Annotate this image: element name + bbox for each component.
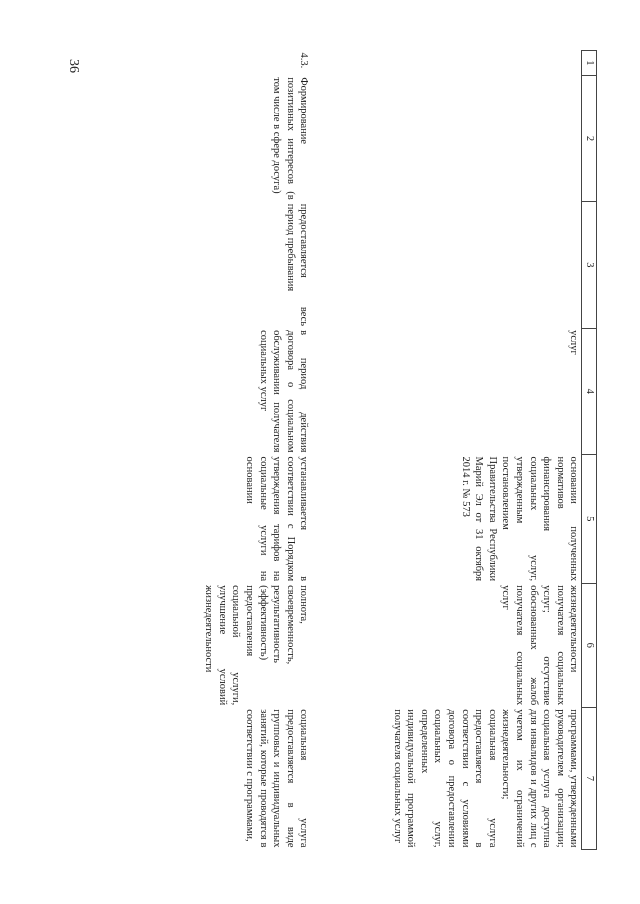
row1-cost-cell: основании полученных нормативов финансирования социальных услуг, утвержденным постановлением Правительства Республики Марий Эл от 31 октября 2014 г. № 573 xyxy=(459,456,580,582)
header-cell-5: 5 xyxy=(582,454,597,583)
row2-conditions-cell: социальная услуга предоставляется в виде групповых и индивидуальных занятий, которые проводятся в соответствии с программами, xyxy=(244,709,310,848)
page-number: 36 xyxy=(66,59,81,73)
row1-cell-1 xyxy=(311,51,582,76)
services-table xyxy=(75,50,597,850)
row2-term-cell: в период действия договора о социальном обслуживании получателя социальных услуг xyxy=(257,330,310,453)
row2-number-cell: 4.3. xyxy=(298,52,310,69)
row2-period-cell: предоставляется весь период пребывания xyxy=(284,203,310,327)
rotated-table-container xyxy=(79,50,597,850)
row2-quality-cell: полнота, своевременность, результативность (эффективность) предоставления социальной услуги, улучшение условий жизнедеятельности xyxy=(203,585,310,706)
table-row xyxy=(75,51,311,850)
row1-conditions-cell: программами, утвержденными руководителем организации; социальная услуга доступна для инвалидов и других лиц с учетом их ограничений жизнедеятельности; социальная услуга предоставляется в соответствии с условиями договора о предоставлении социальных услуг, определенных индивидуальной программой получателя социальных услуг xyxy=(391,709,580,848)
row2-cost-cell: устанавливается в соответствии с Порядком утверждения тарифов на социальные услуги на основании xyxy=(244,456,310,582)
row1-cell-2 xyxy=(311,75,582,201)
header-cell-7: 7 xyxy=(582,707,597,849)
row1-cell-3 xyxy=(311,202,582,328)
row1-quality-cell: жизнедеятельности получателя социальных услуг; отсутствие обоснованных жалоб получателя социальных услуг xyxy=(500,585,580,706)
header-cell-4: 4 xyxy=(582,328,597,454)
header-cell-6: 6 xyxy=(582,583,597,707)
header-cell-2: 2 xyxy=(582,75,597,201)
header-cell-3: 3 xyxy=(582,202,597,328)
header-row xyxy=(582,51,597,850)
row1-term-cell: услуг xyxy=(568,330,580,355)
table-row xyxy=(311,51,582,850)
header-cell-1: 1 xyxy=(582,51,597,76)
row2-service-name-cell: Формирование позитивных интересов (в том числе в сфере досуга) xyxy=(271,77,310,200)
